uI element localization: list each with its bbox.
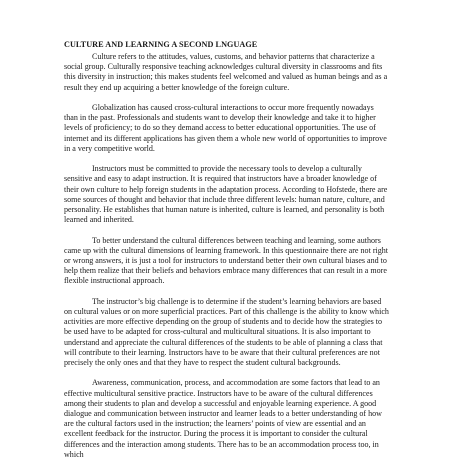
paragraph-6: Awareness, communication, process, and accommodation are some factors that lead to an effective multicultural sensitive practice. Instructors have to be aware of the cultural differences among their students to plan and develop a successful and enjoyable learning experience. A good dialogue and communication between instructor and learner leads to a better understanding of how are the cultural factors used in the instruction; the learners’ points of view are essential and an excellent feedback for the instructor. During the process it is important to consider the cultural differences and the interaction among students. There has to be an accommodation process too, in which — [64, 378, 382, 459]
paragraph-4: To better understand the cultural differences between teaching and learning, some authors came up with the cultural dimensions of learning framework. In this questionnaire there are not right or wrong answers, it is just a tool for instructors to understand better their own cultural biases and to help them realize that their beliefs and behaviors embrace many differences that can result in a more flexible instructional approach. — [64, 235, 389, 286]
paragraph-1: Culture refers to the attitudes, values, customs, and behavior patterns that characterize a social group. Culturally responsive teaching acknowledges cultural diversity in classrooms and fits this diversity in instruction; this makes students feel welcomed and valued as human beings and as a result they end up acquiring a better knowledge of the foreign culture. — [64, 52, 388, 92]
paragraph-5: The instructor’s big challenge is to determine if the student’s learning behaviors are based on cultural values or on more superficial practices. Part of this challenge is the ability to know which activities are more effective depending on the group of students and to decide how the strategies to be used have to be adapted for cross-cultural and multicultural situations. It is also important to understand and appreciate the cultural differences of the students to be able of planning a class that will contribute to their learning. Instructors have to be aware that their cultural preferences are not precisely the only ones and that they have to respect the student cultural backgrounds. — [64, 296, 389, 368]
document-title: CULTURE AND LEARNING A SECOND LNGUAGE — [64, 40, 258, 49]
paragraph-3: Instructors must be committed to provide the necessary tools to develop a culturally sensitive and easy to adapt instruction. It is required that instructors have a broader knowledge of their own culture to help foreign students in the adaptation process. According to Hofstede, there are some sources of thought and behavior that include three different levels: human nature, culture, and personality. He establishes that human nature is inherited, culture is learned, and personality is both learned and inherited. — [64, 164, 388, 225]
paragraph-2: Globalization has caused cross-cultural interactions to occur more frequently nowadays than in the past. Professionals and students want to develop their knowledge and take it to higher levels of proficiency; to do so they demand access to better educational opportunities. The use of internet and its different applications has given them a whole new world of opportunities to improve in a very competitive world. — [64, 103, 387, 153]
